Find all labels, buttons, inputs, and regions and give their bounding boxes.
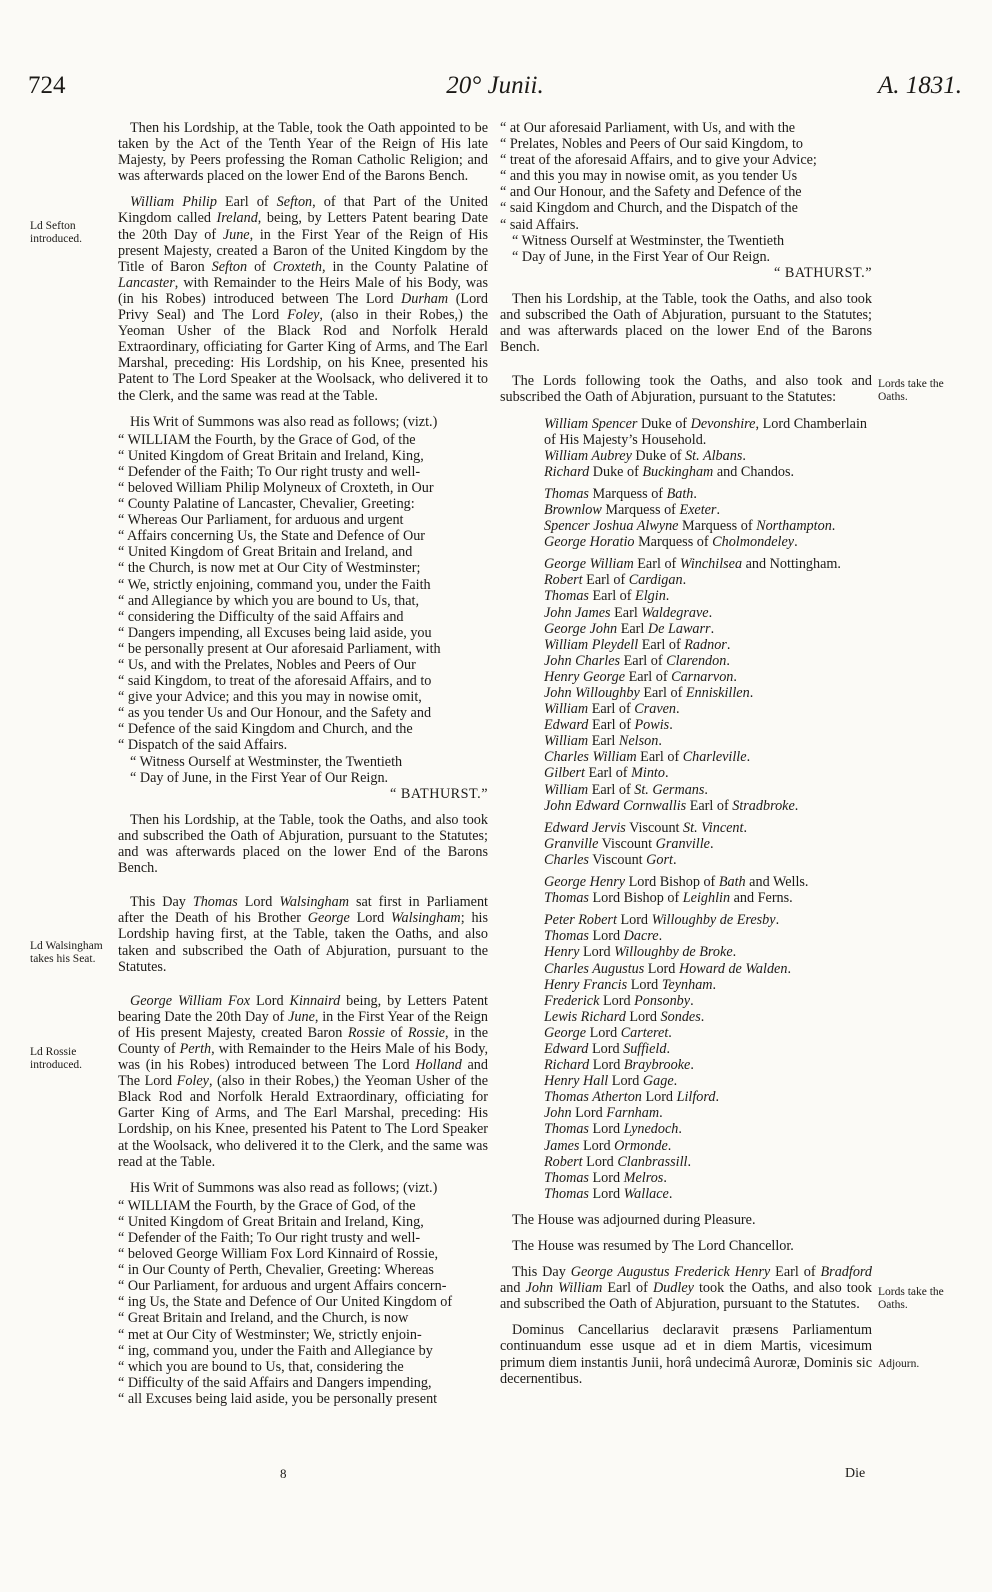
writ-line: “ all Excuses being laid aside, you be personally present [118, 1390, 438, 1407]
witness-line: “ Day of June, in the First Year of Our Reign. [512, 248, 771, 265]
lords-rank-group [544, 416, 872, 480]
writ-line: “ said Affairs. [500, 216, 579, 233]
lord-entry: John Charles Earl of Clarendon. [544, 652, 730, 669]
lords-rank-group [544, 912, 872, 1202]
lord-entry: John Willoughby Earl of Enniskillen. [544, 685, 754, 701]
writ-line: “ Affairs concerning Us, the State and Defence of Our [118, 528, 426, 545]
lord-entry: Peter Robert Lord Willoughby de Eresby. [544, 912, 780, 929]
writ-line: “ Dangers impending, all Excuses being laid aside, you [118, 624, 432, 641]
lord-entry: Thomas Marquess of Bath. [544, 485, 697, 502]
running-date: 20° Junii. [446, 72, 544, 99]
writ-intro-2: His Writ of Summons was also read as follows; (vizt.) [130, 1179, 438, 1196]
writ-line: “ Whereas Our Parliament, for arduous and urgent [118, 512, 404, 529]
paragraph-oaths-2: Then his Lordship, at the Table, took the Oaths, and also took and subscribed the Oath of Abjuration, pursuant to the Statutes; and was afterwards placed on the lower End of the Barons Bench. [500, 290, 872, 356]
margin-note-sefton: Ld Sefton introduced. [30, 220, 83, 245]
paragraph-adjourn-latin: Dominus Cancellarius declaravit præsens Parliamentum continuandum esse usque ad et in diem Martis, vicesimum primum diem instantis Junii, horâ undecimâ Auroræ, Dominis sic decernentibus. [500, 1322, 872, 1387]
lord-entry: Thomas Atherton Lord Lilford. [544, 1089, 720, 1106]
writ-line: “ considering the Difficulty of the said Affairs and [118, 608, 404, 625]
writ-line: “ Difficulty of the said Affairs and Dangers impending, [118, 1374, 432, 1391]
lord-entry: Thomas Lord Lynedoch. [544, 1121, 682, 1138]
writ-1-signature: “ BATHURST.” [390, 785, 488, 802]
writ-of-summons-2 [118, 1198, 488, 1407]
left-column [118, 120, 488, 1407]
writ-line: “ said Kingdom, to treat of the aforesaid Affairs, and to [118, 673, 432, 690]
writ-line: “ United Kingdom of Great Britain and Ireland, and [118, 544, 413, 561]
paragraph-resumed: The House was resumed by The Lord Chancellor. [512, 1238, 794, 1254]
writ-line: “ County Palatine of Lancaster, Chevalier, Greeting: [118, 496, 415, 513]
printer-signature-mark: 8 [280, 1466, 287, 1481]
writ-line: “ WILLIAM the Fourth, by the Grace of God, of the [118, 1197, 416, 1214]
witness-line: “ Witness Ourself at Westminster, the Twentieth [130, 753, 403, 770]
writ-line: “ in Our County of Perth, Chevalier, Greeting: Whereas [118, 1262, 434, 1279]
lord-entry: Robert Earl of Cardigan. [544, 572, 687, 589]
lord-entry: William Spencer Duke of Devonshire, Lord Chamberlain of His Majesty’s Household. [544, 415, 867, 448]
lord-entry: Thomas Lord Dacre. [544, 928, 663, 945]
writ-line: “ Defender of the Faith; To Our right trusty and well- [118, 1230, 421, 1246]
lord-entry: James Lord Ormonde. [544, 1137, 672, 1154]
writ-line: “ WILLIAM the Fourth, by the Grace of God, of the [118, 431, 416, 448]
page-header [28, 72, 962, 112]
lord-entry: Richard Lord Braybrooke. [544, 1057, 694, 1074]
margin-note-lords-oaths-2: Lords take the Oaths. [878, 1286, 944, 1311]
running-year: A. 1831. [877, 72, 962, 99]
writ-line: “ said Kingdom and Church, and the Dispatch of the [500, 200, 798, 217]
lord-entry: George Henry Lord Bishop of Bath and Wells. [544, 874, 809, 891]
lord-entry: George Lord Carteret. [544, 1024, 672, 1041]
writ-intro-1: His Writ of Summons was also read as follows; (vizt.) [130, 413, 438, 430]
margin-note-adjourn: Adjourn. [878, 1358, 920, 1370]
paragraph-sefton-introduced: William Philip Earl of Sefton, of that Part of the United Kingdom called Ireland, being, by Letters Patent bearing Date the 20th Day of June, in the First Year of the Reign of His present Majesty, created a Baron of the United Kingdom by the Title of Baron Sefton of Croxteth, in the County Palatine of Lancaster, with Remainder to the Heirs Male of his Body, was (in his Robes) introduced between The Lord Durham (Lord Privy Seal) and The Lord Foley, (also in their Robes,) the Yeoman Usher of the Black Rod and Norfolk Herald Extraordinary, officiating for Garter King of Arms, and The Earl Marshal, preceding: His Lordship, on his Knee, presented his Patent to The Lord Speaker at the Woolsack, who delivered it to the Clerk, and the same was read at the Table. [118, 194, 489, 404]
writ-line: “ at Our aforesaid Parliament, with Us, and with the [500, 120, 796, 136]
lord-entry: Thomas Lord Melros. [544, 1169, 667, 1186]
lord-entry: George John Earl De Lawarr. [544, 620, 715, 637]
lords-rank-group [544, 874, 872, 906]
lord-entry: Lewis Richard Lord Sondes. [544, 1008, 705, 1025]
writ-of-summons-1 [118, 432, 488, 802]
writ-line: “ and Our Honour, and the Safety and Defence of the [500, 184, 802, 201]
lords-list [500, 416, 872, 1202]
lord-entry: George William Earl of Winchilsea and Nottingham. [544, 556, 841, 573]
writ-line: “ which you are bound to Us, that, considering the [118, 1358, 404, 1375]
paragraph-walsingham: This Day Thomas Lord Walsingham sat first in Parliament after the Death of his Brother George Lord Walsingham; his Lordship having first, at the Table, taken the Oaths, and also taken and subscribed the Oath of Abjuration, pursuant to the Statutes. [118, 894, 488, 975]
writ-line: “ ing Us, the State and Defence of Our United Kingdom of [118, 1294, 453, 1311]
writ-2-signature: “ BATHURST.” [774, 264, 872, 281]
lord-entry: Thomas Lord Bishop of Leighlin and Ferns. [544, 890, 793, 907]
paragraph-adjourned: The House was adjourned during Pleasure. [512, 1211, 756, 1228]
page-number: 724 [28, 72, 66, 99]
lord-entry: John James Earl Waldegrave. [544, 604, 713, 621]
lord-entry: William Pleydell Earl of Radnor. [544, 636, 731, 653]
lord-entry: Robert Lord Clanbrassill. [544, 1153, 692, 1170]
writ-line: “ Us, and with the Prelates, Nobles and Peers of Our [118, 657, 416, 673]
lord-entry: Henry George Earl of Carnarvon. [544, 668, 737, 685]
writ-2-text [118, 1198, 488, 1407]
writ-of-summons-2-continued [500, 120, 872, 281]
paragraph-rossie-introduced: George William Fox Lord Kinnaird being, by Letters Patent bearing Date the 20th Day of June, in the First Year of the Reign of His present Majesty, created Baron Rossie of Rossie, in the County of Perth, with Remainder to the Heirs Male of his Body, was (in his Robes) introduced between The Lord Holland and The Lord Foley, (also in their Robes,) the Yeoman Usher of the Black Rod and Norfolk Herald Extraordinary, officiating for Garter King of Arms, and The Earl Marshal, preceding: His Lordship, on his Knee, presented his Patent to The Lord Speaker at the Woolsack, who delivered it to the Clerk, and the same was read at the Table. [118, 992, 488, 1170]
lord-entry: William Earl of St. Germans. [544, 781, 708, 798]
lord-entry: John Lord Farnham. [544, 1105, 663, 1122]
lord-entry: Henry Hall Lord Gage. [544, 1073, 678, 1090]
catchword: Die [845, 1466, 866, 1481]
lord-entry: Charles Augustus Lord Howard de Walden. [544, 960, 791, 977]
lord-entry: Brownlow Marquess of Exeter. [544, 501, 721, 518]
margin-note-lords-oaths-1: Lords take the Oaths. [878, 378, 944, 403]
writ-line: “ We, strictly enjoining, command you, under the Faith [118, 576, 431, 593]
writ-line: “ met at Our City of Westminster; We, strictly enjoin- [118, 1326, 422, 1343]
writ-line: “ Defence of the said Kingdom and Church, and the [118, 721, 413, 738]
writ-1-witness [118, 754, 488, 786]
lord-entry: William Earl of Craven. [544, 701, 680, 718]
paragraph-bradford-dudley: This Day George Augustus Frederick Henry Earl of Bradford and John William Earl of Dudley took the Oaths, and also took and subscribed the Oath of Abjuration, pursuant to the Statutes. [500, 1264, 873, 1313]
lord-entry: Edward Earl of Powis. [544, 717, 673, 734]
witness-line: “ Witness Ourself at Westminster, the Twentieth [512, 232, 785, 249]
lord-entry: George Horatio Marquess of Cholmondeley. [544, 534, 798, 551]
lord-entry: William Aubrey Duke of St. Albans. [544, 447, 746, 464]
writ-line: “ Prelates, Nobles and Peers of Our said Kingdom, to [500, 136, 804, 153]
lord-entry: Thomas Lord Wallace. [544, 1185, 673, 1202]
writ-line: “ the Church, is now met at Our City of Westminster; [118, 560, 421, 577]
writ-line: “ give your Advice; and this you may in nowise omit, [118, 689, 422, 706]
paragraph-roman-catholic-oath: Then his Lordship, at the Table, took the Oath appointed to be taken by the Act of the Tenth Year of the Reign of His late Majesty, by Peers professing the Roman Catholic Religion; and was afterwards placed on the lower End of the Barons Bench. [118, 120, 488, 185]
paragraph-lords-following: The Lords following took the Oaths, and also took and subscribed the Oath of Abjuration, pursuant to the Statutes: [500, 373, 872, 406]
witness-line: “ Day of June, in the First Year of Our Reign. [130, 769, 389, 786]
lords-rank-group [544, 486, 872, 550]
writ-line: “ Great Britain and Ireland, and the Church, is now [118, 1310, 409, 1327]
lord-entry: William Earl Nelson. [544, 733, 662, 750]
writ-line: “ be personally present at Our aforesaid Parliament, with [118, 640, 441, 657]
writ-line: “ Dispatch of the said Affairs. [118, 737, 288, 754]
lord-entry: Gilbert Earl of Minto. [544, 765, 669, 782]
writ-line: “ and this you may in nowise omit, as you tender Us [500, 168, 798, 185]
margin-note-rossie: Ld Rossie introduced. [30, 1046, 83, 1071]
writ-line: “ Our Parliament, for arduous and urgent Affairs concern- [118, 1278, 447, 1295]
lord-entry: Edward Lord Suffield. [544, 1040, 670, 1057]
lords-rank-group [544, 820, 872, 868]
writ-2-witness [500, 233, 872, 265]
paragraph-oaths-1: Then his Lordship, at the Table, took the Oaths, and also took and subscribed the Oath of Abjuration, pursuant to the Statutes; and was afterwards placed on the lower End of the Barons Bench. [118, 811, 488, 877]
writ-1-text [118, 432, 488, 754]
margin-note-walsingham: Ld Walsingham takes his Seat. [30, 940, 103, 965]
writ-line: “ and Allegiance by which you are bound to Us, that, [118, 592, 420, 609]
lord-entry: Thomas Earl of Elgin. [544, 588, 670, 605]
lord-entry: Henry Francis Lord Teynham. [544, 976, 717, 993]
writ-line: “ beloved George William Fox Lord Kinnaird of Rossie, [118, 1246, 439, 1263]
lord-entry: John Edward Cornwallis Earl of Stradbroke. [544, 797, 799, 814]
lord-entry: Edward Jervis Viscount St. Vincent. [544, 819, 748, 836]
lord-entry: Richard Duke of Buckingham and Chandos. [544, 463, 795, 480]
writ-line: “ United Kingdom of Great Britain and Ireland, King, [118, 447, 424, 464]
lord-entry: Spencer Joshua Alwyne Marquess of Northampton. [544, 518, 836, 535]
lord-entry: Henry Lord Willoughby de Broke. [544, 944, 737, 961]
lord-entry: Charles Viscount Gort. [544, 851, 677, 868]
lord-entry: Frederick Lord Ponsonby. [544, 992, 694, 1009]
writ-line: “ beloved William Philip Molyneux of Croxteth, in Our [118, 479, 434, 496]
lord-entry: Charles William Earl of Charleville. [544, 749, 751, 766]
writ-2-text-continued [500, 120, 872, 233]
lords-rank-group [544, 556, 872, 814]
writ-line: “ as you tender Us and Our Honour, and the Safety and [118, 705, 432, 722]
writ-line: “ United Kingdom of Great Britain and Ireland, King, [118, 1213, 424, 1230]
writ-line: “ Defender of the Faith; To Our right trusty and well- [118, 463, 421, 480]
lord-entry: Granville Viscount Granville. [544, 835, 714, 852]
right-column [500, 120, 872, 1397]
writ-line: “ ing, command you, under the Faith and Allegiance by [118, 1342, 433, 1359]
writ-line: “ treat of the aforesaid Affairs, and to give your Advice; [500, 152, 817, 169]
